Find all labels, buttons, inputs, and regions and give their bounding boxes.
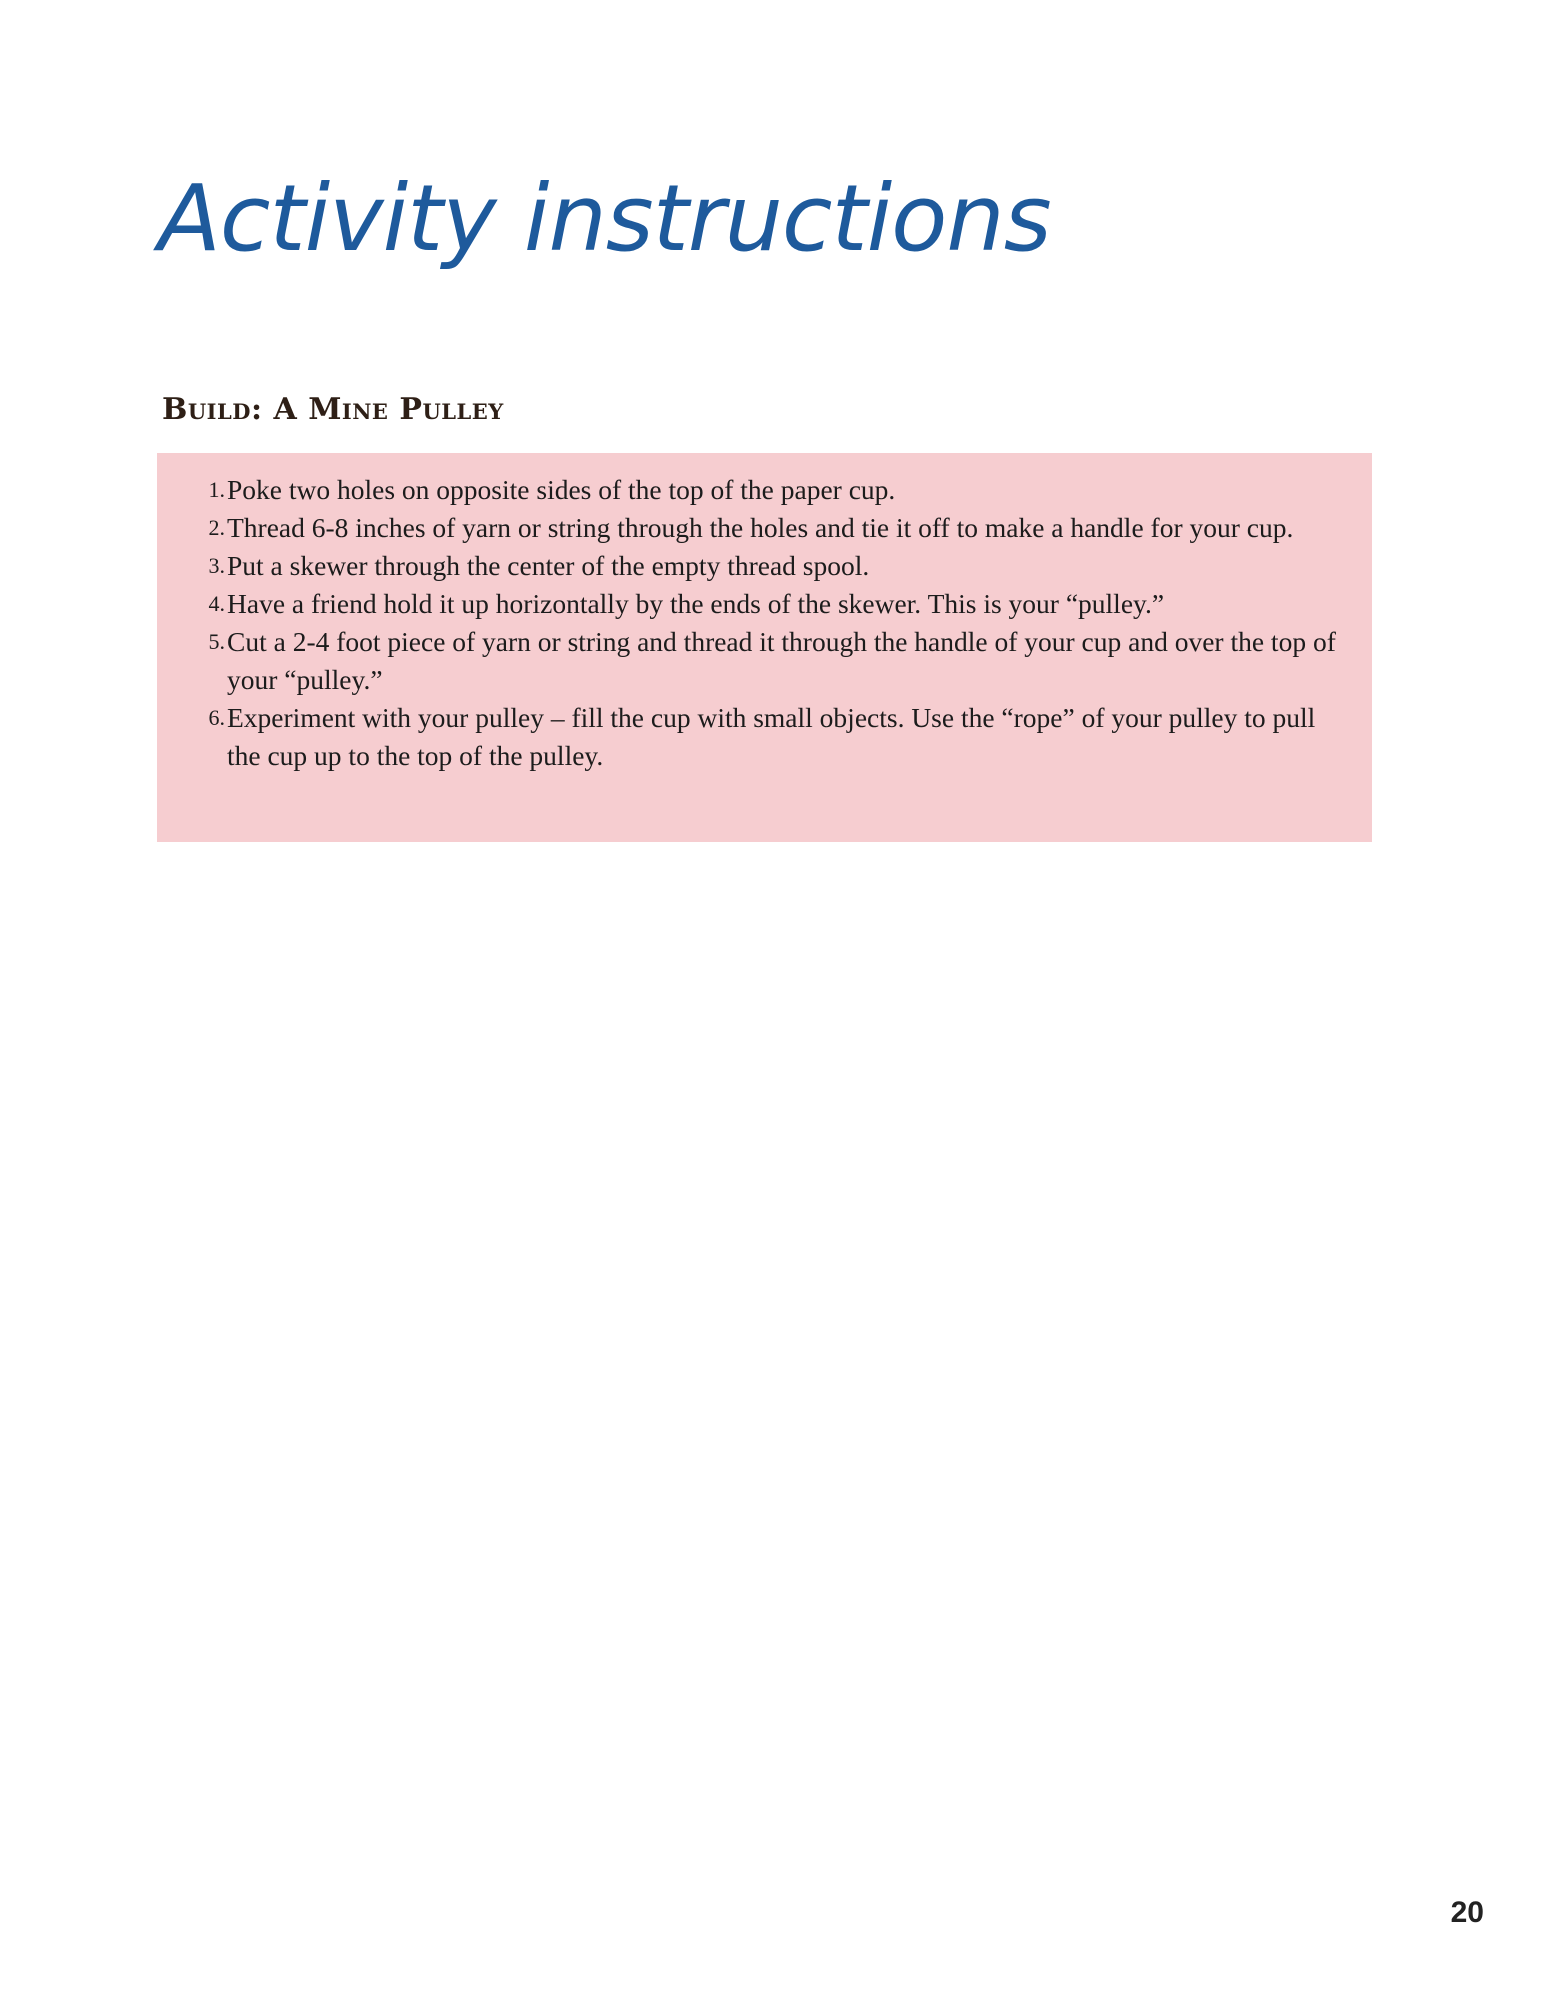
step-text: Thread 6-8 inches of yarn or string through the holes and tie it off to make a handle for your cup. xyxy=(227,512,1294,543)
page-title: Activity instructions xyxy=(158,165,1051,272)
list-item xyxy=(157,471,1372,509)
step-text: Have a friend hold it up horizontally by the ends of the skewer. This is your “pulley.” xyxy=(227,588,1165,619)
step-number: 2. xyxy=(208,515,225,540)
step-text: Experiment with your pulley – fill the cup with small objects. Use the “rope” of your pulley to pull the cup up to the top of the pulley. xyxy=(227,702,1316,771)
step-text: Poke two holes on opposite sides of the top of the paper cup. xyxy=(227,474,896,505)
step-number: 4. xyxy=(208,591,225,616)
step-number: 5. xyxy=(208,629,225,654)
section-heading: Build: A Mine Pulley xyxy=(162,392,504,427)
step-number: 6. xyxy=(208,705,225,730)
step-number: 1. xyxy=(208,477,225,502)
step-number: 3. xyxy=(208,553,225,578)
step-text: Cut a 2-4 foot piece of yarn or string and thread it through the handle of your cup and over the top of your “pulley.” xyxy=(227,626,1336,695)
list-item xyxy=(157,699,1372,775)
list-item xyxy=(157,623,1372,699)
step-text: Put a skewer through the center of the empty thread spool. xyxy=(227,550,870,581)
list-item xyxy=(157,509,1372,547)
steps-list xyxy=(157,453,1372,775)
instructions-box xyxy=(157,453,1372,842)
list-item xyxy=(157,547,1372,585)
page-number: 20 xyxy=(1450,1896,1484,1929)
list-item xyxy=(157,585,1372,623)
